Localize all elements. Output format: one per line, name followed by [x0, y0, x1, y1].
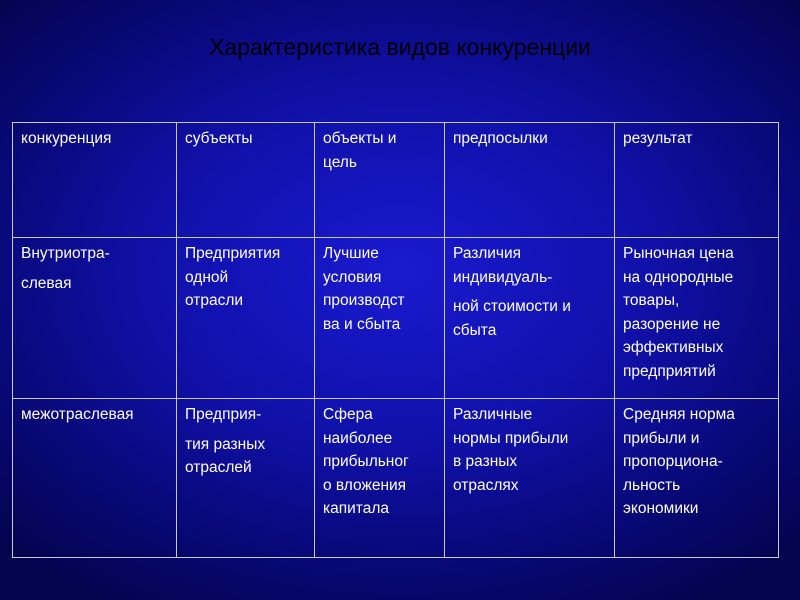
- cell-result: Рыночная цена на однородные товары, разорение не эффективных предприятий: [615, 238, 779, 399]
- header-cell-prerequisites: предпосылки: [445, 123, 615, 238]
- cell-competition-type: межотраслевая: [13, 399, 177, 558]
- header-cell-objects: объекты и цель: [315, 123, 445, 238]
- cell-subjects: Предприятия одной отрасли: [177, 238, 315, 399]
- table-row: [13, 399, 779, 558]
- table-row: [13, 238, 779, 399]
- cell-subjects: Предприя- тия разных отраслей: [177, 399, 315, 558]
- slide-title: Характеристика видов конкуренции: [209, 34, 591, 60]
- header-cell-competition: конкуренция: [13, 123, 177, 238]
- cell-competition-type: Внутриотра- слевая: [13, 238, 177, 399]
- competition-table: [12, 122, 779, 558]
- header-cell-subjects: субъекты: [177, 123, 315, 238]
- cell-objects: Лучшие условия производст ва и сбыта: [315, 238, 445, 399]
- table-header-row: [13, 123, 779, 238]
- cell-prerequisites: Различия индивидуаль- ной стоимости и сбыта: [445, 238, 615, 399]
- cell-result: Средняя норма прибыли и пропорциона- льность экономики: [615, 399, 779, 558]
- cell-objects: Сфера наиболее прибыльног о вложения капитала: [315, 399, 445, 558]
- header-cell-result: результат: [615, 123, 779, 238]
- cell-prerequisites: Различные нормы прибыли в разных отраслях: [445, 399, 615, 558]
